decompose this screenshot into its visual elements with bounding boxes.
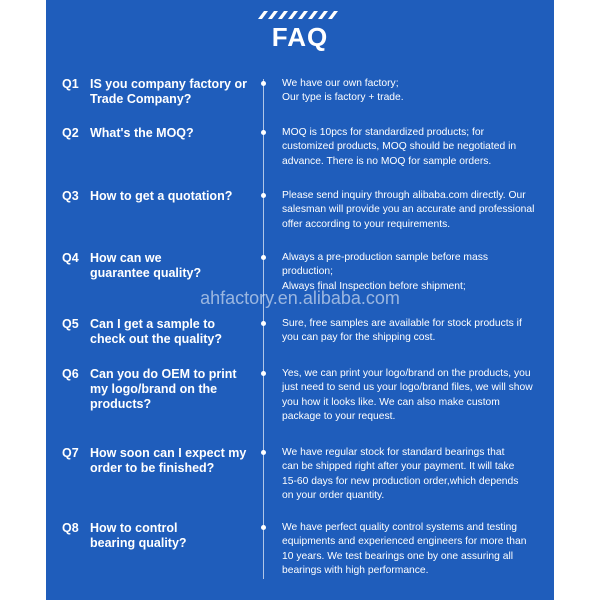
question-text: What's the MOQ? — [90, 126, 194, 140]
answer-text: We have our own factory; Our type is factory + trade. — [282, 78, 404, 104]
question-number: Q5 — [62, 317, 79, 331]
answer-text: We have regular stock for standard bearings that can be shipped right after your payment. It will take 15-60 days for new production order,which depends on your order quantity. — [282, 447, 519, 501]
watermark: ahfactory.en.alibaba.com — [200, 288, 400, 308]
timeline-divider — [263, 79, 264, 579]
page-title: FAQ — [271, 22, 329, 52]
bullet-icon — [261, 525, 266, 530]
question-number: Q2 — [62, 126, 79, 140]
bullet-icon — [261, 130, 266, 135]
bullet-icon — [261, 193, 266, 198]
question-number: Q6 — [62, 367, 79, 381]
faq-panel — [46, 0, 554, 600]
answer-text: Yes, we can print your logo/brand on the products, you just need to send us your logo/brand files, we will show you how it looks like. We can also make custom package to your request. — [282, 368, 533, 422]
bullet-icon — [261, 371, 266, 376]
answer-text: Please send inquiry through alibaba.com directly. Our salesman will provide you an accurate and professional offer according to your requirements. — [282, 190, 535, 230]
bullet-icon — [261, 255, 266, 260]
stripes-decoration-icon — [254, 11, 346, 19]
question-text: How soon can I expect my order to be finished? — [90, 446, 247, 475]
bullet-icon — [261, 81, 266, 86]
answer-text: Always a pre-production sample before mass production; Always final Inspection before shipment; — [282, 252, 489, 292]
bullet-icon — [261, 321, 266, 326]
answer-text: Sure, free samples are available for stock products if you can pay for the shipping cost. — [282, 318, 522, 344]
question-number: Q7 — [62, 446, 79, 460]
question-number: Q1 — [62, 77, 79, 91]
question-text: Can you do OEM to print my logo/brand on the products? — [90, 367, 237, 411]
question-text: How to control bearing quality? — [90, 521, 187, 550]
question-number: Q8 — [62, 521, 79, 535]
answer-text: We have perfect quality control systems and testing equipments and experienced engineers for more than 10 years. We test bearings one by one assuring all bearings with high performance. — [282, 522, 527, 576]
question-number: Q3 — [62, 189, 79, 203]
question-number: Q4 — [62, 251, 79, 265]
answer-text: MOQ is 10pcs for standardized products; for customized products, MOQ should be negotiated in advance. There is no MOQ for sample orders. — [282, 127, 517, 167]
bullet-icon — [261, 450, 266, 455]
question-text: IS you company factory or Trade Company? — [90, 77, 247, 106]
question-text: Can I get a sample to check out the quality? — [90, 317, 222, 346]
question-text: How to get a quotation? — [90, 189, 233, 203]
question-text: How can we guarantee quality? — [90, 251, 202, 280]
